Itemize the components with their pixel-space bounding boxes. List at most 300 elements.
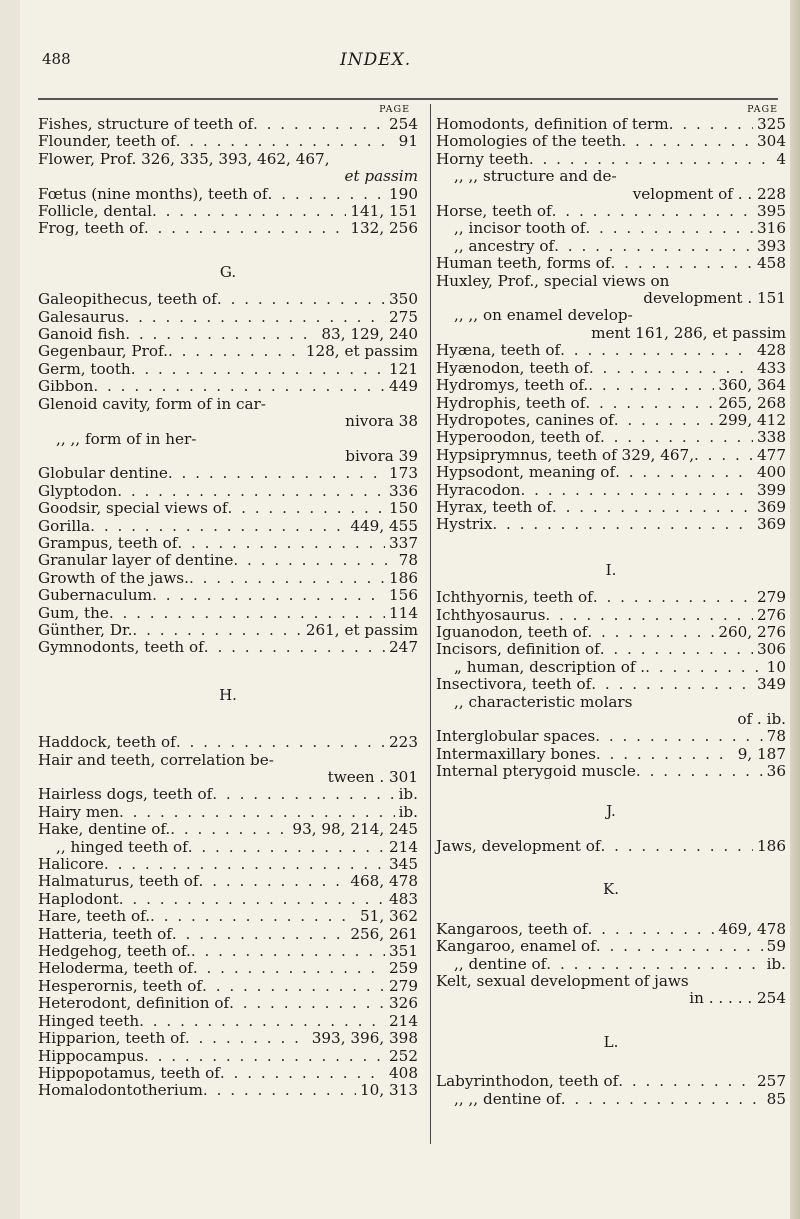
index-entry — [38, 587, 418, 604]
entry-pages: 276 — [757, 605, 786, 624]
entry-term: Hake, dentine of. — [38, 820, 171, 839]
entry-pages: 369 — [757, 515, 786, 534]
leader-dots — [152, 203, 346, 220]
index-entry — [38, 978, 418, 995]
leader-dots — [596, 746, 734, 763]
index-entry — [436, 238, 786, 255]
leader-dots — [600, 429, 753, 446]
entry-pages: 337 — [389, 533, 418, 552]
index-entry — [436, 676, 786, 693]
index-entry — [38, 151, 418, 168]
index-entry — [436, 589, 786, 606]
leader-dots — [104, 856, 385, 873]
leader-dots — [561, 1091, 763, 1108]
index-entry — [38, 622, 418, 639]
index-entry — [436, 973, 786, 990]
left-column — [38, 104, 418, 1100]
entry-term: Horse, teeth of — [436, 202, 552, 221]
entry-term: Kangaroo, enamel of — [436, 937, 596, 956]
leader-dots — [119, 891, 385, 908]
leader-dots — [193, 960, 385, 977]
leader-dots — [144, 1048, 385, 1065]
index-entry — [38, 1030, 418, 1047]
entry-term: Kelt, sexual development of jaws — [436, 972, 689, 991]
leader-dots — [492, 516, 753, 533]
leader-dots — [694, 447, 753, 464]
entry-term: Gegenbaur, Prof. — [38, 342, 168, 361]
leader-dots — [618, 1073, 753, 1090]
entry-term: Grampus, teeth of — [38, 533, 178, 552]
index-entry — [38, 133, 418, 150]
entry-term: Homodonts, definition of term — [436, 115, 669, 133]
entry-term: Hippopotamus, teeth of — [38, 1063, 220, 1082]
index-entry — [436, 412, 786, 429]
entry-pages: 261, et passim — [305, 620, 418, 639]
index-entry — [436, 694, 786, 711]
leader-dots — [170, 821, 288, 838]
index-entry — [38, 378, 418, 395]
leader-dots — [591, 676, 753, 693]
entry-term: Hinged teeth — [38, 1011, 140, 1030]
entry-pages: 78 — [766, 727, 786, 746]
index-entry — [38, 804, 418, 821]
index-entry — [436, 255, 786, 272]
entry-term: ,, dentine of — [454, 954, 547, 973]
leader-dots — [552, 203, 753, 220]
leader-dots — [204, 639, 385, 656]
entry-pages: 85 — [766, 1089, 786, 1108]
index-entry — [38, 1013, 418, 1030]
entry-term: Internal pterygoid muscle — [436, 762, 636, 781]
entry-term: Hatteria, teeth of — [38, 924, 172, 943]
entry-pages: ib. — [398, 785, 418, 804]
entry-pages: 254 — [389, 115, 418, 133]
leader-dots — [220, 1065, 385, 1082]
entry-pages: 36 — [766, 762, 786, 781]
entry-pages: 428 — [757, 341, 786, 360]
entry-pages: 468, 478 — [350, 872, 418, 891]
index-entry — [436, 921, 786, 938]
leader-dots — [150, 908, 356, 925]
entry-term: Haplodont — [38, 889, 119, 908]
index-entry — [38, 605, 418, 622]
entry-term: Glenoid cavity, form of in car- — [38, 394, 266, 413]
column-divider — [430, 104, 431, 1144]
index-entry — [38, 856, 418, 873]
entry-term: Glyptodon — [38, 481, 118, 500]
entry-term: Hypsodont, meaning of — [436, 463, 616, 482]
section-letter-k: K. — [603, 880, 619, 899]
entry-term: ,, ,, on enamel develop- — [454, 306, 633, 325]
entry-pages: 265, 268 — [718, 393, 786, 412]
index-entry — [38, 186, 418, 203]
entry-pages: 78 — [398, 551, 418, 570]
index-entry — [38, 291, 418, 308]
entry-pages: 483 — [389, 889, 418, 908]
entry-term: ,, ancestry of — [454, 236, 555, 255]
leader-dots — [203, 1082, 356, 1099]
index-entry — [436, 499, 786, 516]
index-entry — [38, 343, 418, 360]
entry-term: ,, ,, form of in her- — [56, 429, 197, 448]
entry-pages: 338 — [757, 428, 786, 447]
index-entry — [38, 839, 418, 856]
entry-term: Hydromys, teeth of. — [436, 376, 589, 395]
index-entry — [38, 116, 418, 133]
entry-term: Insectivora, teeth of — [436, 675, 592, 694]
entry-term: Heloderma, teeth of — [38, 959, 193, 978]
entry-pages: 223 — [389, 733, 418, 752]
entry-term: Iguanodon, teeth of — [436, 622, 588, 641]
leader-dots — [546, 956, 762, 973]
index-section-i — [436, 589, 786, 780]
leader-dots — [176, 734, 385, 751]
entry-term: Hairless dogs, teeth of — [38, 785, 213, 804]
entry-term: Intermaxillary bones — [436, 744, 596, 763]
leader-dots — [152, 587, 385, 604]
index-entry — [436, 447, 786, 464]
leader-dots — [119, 804, 395, 821]
entry-term: Hyrax, teeth of — [436, 497, 552, 516]
leader-dots — [585, 220, 753, 237]
index-entry — [436, 360, 786, 377]
entry-term: Human teeth, forms of — [436, 254, 611, 273]
leader-dots — [600, 641, 753, 658]
entry-pages: 150 — [389, 499, 418, 518]
entry-pages: 299, 412 — [718, 410, 786, 429]
leader-dots — [520, 482, 753, 499]
leader-dots — [614, 412, 715, 429]
entry-term: Hairy men — [38, 802, 119, 821]
leader-dots — [202, 978, 385, 995]
entry-pages: 304 — [757, 132, 786, 151]
entry-term: Follicle, dental — [38, 202, 152, 221]
entry-continuation: development . 151 — [643, 289, 786, 308]
leader-dots — [588, 377, 714, 394]
entry-term: Labyrinthodon, teeth of — [436, 1072, 619, 1091]
entry-term: Huxley, Prof., special views on — [436, 271, 670, 290]
entry-pages: 252 — [389, 1046, 418, 1065]
index-section-h-cont — [436, 116, 786, 534]
index-entry — [38, 518, 418, 535]
index-entry — [38, 734, 418, 751]
leader-dots — [552, 499, 753, 516]
index-entry — [38, 465, 418, 482]
entry-term: Fishes, structure of teeth of — [38, 115, 253, 133]
entry-pages: 369 — [757, 497, 786, 516]
leader-dots — [645, 659, 763, 676]
entry-pages: 83, 129, 240 — [321, 325, 418, 344]
entry-continuation: velopment of . . 228 — [632, 184, 786, 203]
entry-term: Fœtus (nine months), teeth of — [38, 184, 268, 203]
entry-pages: 433 — [757, 358, 786, 377]
index-entry — [436, 220, 786, 237]
entry-pages: 173 — [389, 464, 418, 483]
leader-dots — [189, 570, 385, 587]
index-entry — [436, 116, 786, 133]
index-section-j — [436, 838, 786, 855]
index-entry — [436, 133, 786, 150]
entry-term: Frog, teeth of — [38, 219, 144, 238]
entry-term: Incisors, definition of — [436, 640, 600, 659]
entry-term: „ human, description of . — [454, 657, 646, 676]
leader-dots — [233, 552, 394, 569]
index-entry — [436, 482, 786, 499]
index-entry — [38, 960, 418, 977]
leader-dots — [600, 838, 753, 855]
leader-dots — [669, 116, 753, 133]
leader-dots — [227, 500, 385, 517]
leader-dots — [125, 326, 317, 343]
entry-term: Galeopithecus, teeth of — [38, 290, 217, 309]
leader-dots — [589, 360, 753, 377]
index-entry — [38, 1065, 418, 1082]
leader-dots — [132, 622, 301, 639]
index-entry — [436, 956, 786, 973]
entry-term: Hydropotes, canines of — [436, 410, 614, 429]
entry-term: Homalodontotherium — [38, 1081, 203, 1100]
leader-dots — [131, 361, 385, 378]
entry-term: Hypsiprymnus, teeth of 329, 467, — [436, 445, 695, 464]
index-entry — [38, 431, 418, 448]
entry-term: Flounder, teeth of — [38, 132, 176, 151]
index-entry — [38, 500, 418, 517]
entry-term: Interglobular spaces — [436, 727, 596, 746]
entry-term: Galesaurus — [38, 307, 125, 326]
leader-dots — [615, 464, 753, 481]
entry-term: Gibbon — [38, 377, 94, 396]
entry-term: ,, hinged teeth of — [56, 837, 188, 856]
index-entry — [436, 273, 786, 290]
entry-term: Haddock, teeth of — [38, 733, 176, 752]
entry-term: Ichthyornis, teeth of — [436, 588, 593, 607]
leader-dots — [212, 786, 394, 803]
entry-pages: 141, 151 — [350, 202, 418, 221]
entry-pages: 477 — [757, 445, 786, 464]
entry-term: Hydrophis, teeth of — [436, 393, 586, 412]
leader-dots — [191, 943, 385, 960]
index-section-g — [38, 291, 418, 657]
index-entry — [436, 659, 786, 676]
entry-pages: ib. — [766, 954, 786, 973]
entry-continuation: of . ib. — [737, 710, 786, 728]
index-entry — [436, 307, 786, 324]
entry-term: Horny teeth — [436, 149, 529, 168]
entry-pages: 10, 313 — [360, 1081, 418, 1100]
leader-dots — [636, 763, 763, 780]
entry-pages: 214 — [389, 1011, 418, 1030]
entry-pages: 400 — [757, 463, 786, 482]
index-entry — [38, 570, 418, 587]
index-entry — [436, 938, 786, 955]
index-entry — [436, 168, 786, 185]
index-entry — [436, 377, 786, 394]
index-entry — [436, 203, 786, 220]
right-column — [436, 104, 786, 1108]
entry-pages: 91 — [398, 132, 418, 151]
leader-dots — [177, 535, 385, 552]
page-number: 488 — [42, 50, 71, 68]
entry-pages: 186 — [389, 568, 418, 587]
leader-dots — [172, 926, 346, 943]
entry-term: Gubernaculum — [38, 586, 153, 605]
entry-pages: 458 — [757, 254, 786, 273]
leader-dots — [125, 309, 386, 326]
leader-dots — [596, 938, 763, 955]
section-letter-l: L. — [603, 1032, 619, 1051]
entry-pages: 408 — [389, 1063, 418, 1082]
entry-pages: 399 — [757, 480, 786, 499]
leader-dots — [117, 483, 385, 500]
entry-term: ,, incisor tooth of — [454, 219, 586, 238]
leader-dots — [217, 291, 385, 308]
index-entry — [38, 535, 418, 552]
entry-term: Growth of the jaws. — [38, 568, 189, 587]
entry-term: Flower, Prof. 326, 335, 393, 462, 467, — [38, 149, 330, 168]
entry-pages: 257 — [757, 1072, 786, 1091]
index-entry — [436, 763, 786, 780]
entry-pages: 345 — [389, 855, 418, 874]
index-entry — [38, 1048, 418, 1065]
entry-pages: 259 — [389, 959, 418, 978]
index-entry — [38, 752, 418, 769]
leader-dots — [168, 343, 302, 360]
entry-term: Ichthyosaurus — [436, 605, 546, 624]
leader-dots — [585, 395, 714, 412]
section-letter-j: J. — [606, 801, 616, 820]
entry-pages: 393, 396, 398 — [311, 1029, 418, 1048]
page-label-right: PAGE — [747, 104, 778, 115]
index-entry — [436, 746, 786, 763]
leader-dots — [176, 133, 395, 150]
leader-dots — [109, 605, 385, 622]
entry-term: Hystrix — [436, 515, 493, 534]
leader-dots — [188, 839, 385, 856]
entry-pages: 186 — [757, 837, 786, 856]
index-section-k — [436, 921, 786, 1008]
entry-term: Halicore — [38, 855, 104, 874]
entry-pages: 214 — [389, 837, 418, 856]
entry-term: ,, characteristic molars — [454, 692, 633, 711]
index-section-l — [436, 1073, 786, 1108]
index-entry — [436, 1091, 786, 1108]
leader-dots — [611, 255, 753, 272]
leader-dots — [554, 238, 753, 255]
entry-pages: 325 — [757, 115, 786, 133]
index-entry — [436, 464, 786, 481]
index-entry — [38, 943, 418, 960]
entry-pages: 351 — [389, 942, 418, 961]
leader-dots — [90, 518, 346, 535]
entry-pages: 59 — [766, 937, 786, 956]
entry-term: Jaws, development of — [436, 837, 601, 856]
entry-term: Globular dentine — [38, 464, 168, 483]
entry-term: Hyænodon, teeth of — [436, 358, 589, 377]
entry-pages: 350 — [389, 290, 418, 309]
index-entry — [38, 908, 418, 925]
leader-dots — [253, 116, 385, 133]
entry-pages: 114 — [389, 603, 418, 622]
section-letter-g: G. — [219, 262, 237, 281]
entry-term: Granular layer of dentine — [38, 551, 234, 570]
leader-dots — [621, 133, 753, 150]
index-entry — [38, 639, 418, 656]
entry-term: Germ, tooth — [38, 359, 131, 378]
index-entry — [38, 483, 418, 500]
entry-pages: 279 — [757, 588, 786, 607]
index-entry — [436, 342, 786, 359]
entry-pages: 156 — [389, 586, 418, 605]
index-entry — [38, 203, 418, 220]
leader-dots — [168, 465, 385, 482]
index-entry — [38, 326, 418, 343]
entry-pages: 256, 261 — [350, 924, 418, 943]
entry-term: Gymnodonts, teeth of — [38, 638, 204, 657]
leader-dots — [545, 607, 753, 624]
leader-dots — [587, 624, 714, 641]
entry-pages: 279 — [389, 976, 418, 995]
entry-term: Hyracodon — [436, 480, 521, 499]
entry-term: ,, ,, dentine of — [454, 1089, 561, 1108]
entry-term: Ganoid fish — [38, 325, 126, 344]
entry-pages: 306 — [757, 640, 786, 659]
leader-dots — [185, 1030, 308, 1047]
entry-continuation: nivora 38 — [345, 412, 418, 431]
leader-dots — [268, 186, 385, 203]
leader-dots — [593, 589, 753, 606]
entry-term: Gum, the — [38, 603, 109, 622]
entry-pages: 449, 455 — [350, 516, 418, 535]
entry-term: Hesperornis, teeth of — [38, 976, 203, 995]
index-entry — [436, 838, 786, 855]
index-entry — [38, 891, 418, 908]
entry-pages: 260, 276 — [718, 622, 786, 641]
entry-term: Hyperoodon, teeth of — [436, 428, 600, 447]
entry-term: Kangaroos, teeth of — [436, 919, 588, 938]
entry-pages: 190 — [389, 184, 418, 203]
entry-term: Hyæna, teeth of — [436, 341, 561, 360]
index-entry — [436, 516, 786, 533]
entry-term: Hedgehog, teeth of. — [38, 942, 191, 961]
index-entry — [38, 821, 418, 838]
entry-term: Gorilla — [38, 516, 91, 535]
index-entry — [436, 1073, 786, 1090]
index-entry — [38, 786, 418, 803]
index-entry — [38, 995, 418, 1012]
entry-term: Halmaturus, teeth of — [38, 872, 199, 891]
entry-pages: 393 — [757, 236, 786, 255]
page-edge — [790, 0, 800, 1219]
running-head: INDEX. — [340, 50, 412, 70]
entry-pages: 316 — [757, 219, 786, 238]
entry-term: Goodsir, special views of — [38, 499, 228, 518]
index-entry — [38, 873, 418, 890]
index-entry — [436, 151, 786, 168]
entry-pages: 326 — [389, 994, 418, 1013]
leader-dots — [93, 378, 385, 395]
entry-pages: 121 — [389, 359, 418, 378]
entry-term: Hair and teeth, correlation be- — [38, 750, 274, 769]
leader-dots — [588, 921, 715, 938]
entry-term: Hipparion, teeth of — [38, 1029, 185, 1048]
entry-pages: 51, 362 — [360, 907, 418, 926]
entry-pages: 128, et passim — [305, 342, 418, 361]
entry-pages: 349 — [757, 675, 786, 694]
entry-pages: 4 — [776, 149, 786, 168]
entry-pages: 395 — [757, 202, 786, 221]
entry-pages: 9, 187 — [737, 744, 786, 763]
entry-pages: 275 — [389, 307, 418, 326]
